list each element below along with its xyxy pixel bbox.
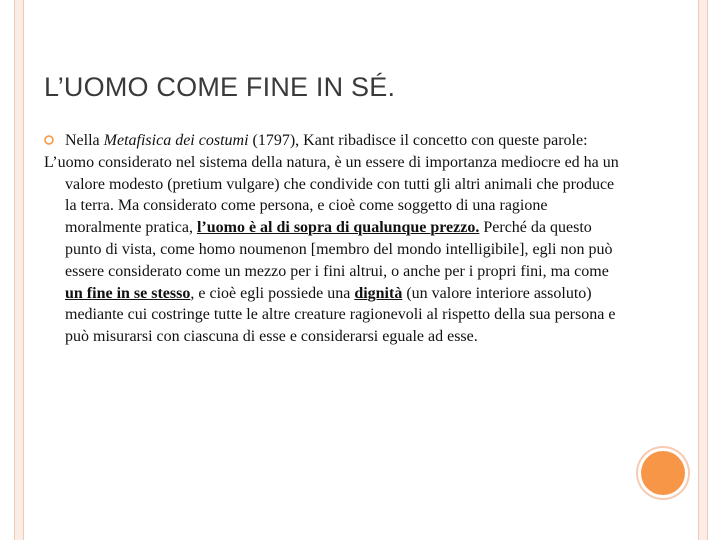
slide-body	[44, 130, 624, 348]
quote-text-4: (un valore interiore assoluto) mediante cui costringe tutte le altre creature ragionevoli al rispetto della sua persona e può misurarsi con ciascuna di esse e considerarsi eguale ad esse.	[65, 284, 616, 346]
quote-text-3: , e cioè egli possiede una	[190, 284, 355, 302]
book-title: Metafisica dei costumi	[103, 132, 249, 149]
quote-emphasis-end-in-itself: un fine in se stesso	[65, 284, 191, 302]
bullet-text-1: Nella	[65, 132, 104, 149]
bullet-paragraph	[44, 130, 624, 152]
right-frame-decoration	[698, 0, 708, 540]
bullet-text-2: (1797), Kant ribadisce il concetto con queste parole:	[248, 132, 588, 149]
hollow-circle-icon	[44, 135, 54, 145]
kant-quote	[44, 152, 624, 348]
quote-emphasis-dignity: dignità	[354, 284, 403, 302]
quote-emphasis-price: l’uomo è al di sopra di qualunque prezzo.	[196, 219, 480, 237]
orange-circle-decoration	[641, 451, 685, 495]
slide-title: L’UOMO COME FINE IN SÉ.	[44, 72, 396, 102]
left-frame-decoration	[14, 0, 24, 540]
quote-text-2: Perché da questo punto di vista, come homo noumenon [membro del mondo intelligibile], egli non può essere considerato come un mezzo per i fini altrui, o anche per i propri fini, ma come	[65, 219, 613, 280]
quote-text-1: L’uomo considerato nel sistema della natura, è un essere di importanza mediocre ed ha un valore modesto (pretium vulgare) che condivide con tutti gli altri animali che produce la terra. Ma considerato come persona, e cioè come soggetto di una ragione moralmente pratica,	[44, 153, 619, 237]
